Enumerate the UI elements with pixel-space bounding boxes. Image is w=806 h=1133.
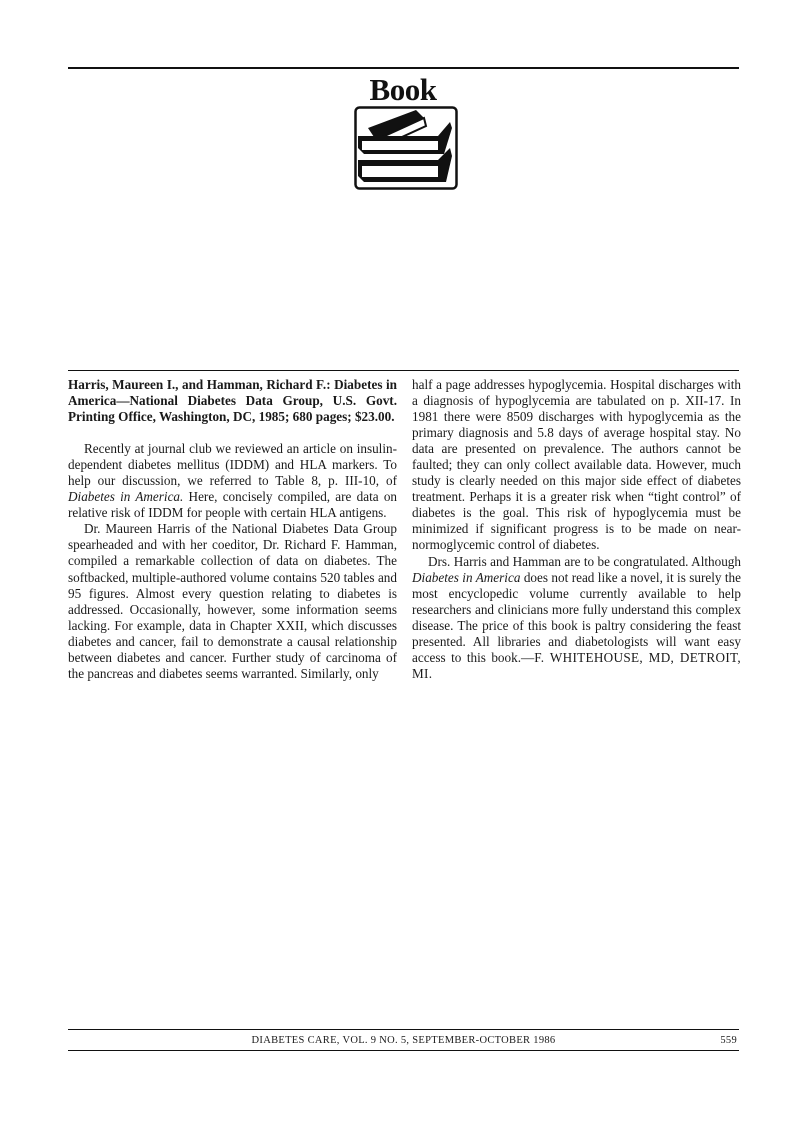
section-title: Book	[369, 72, 437, 107]
book-citation: Harris, Maureen I., and Hamman, Richard F.: Diabetes in America—National Diabetes Data Group, U.S. Govt. Printing Office, Washington, DC, 1985; 680 pages; $23.00.	[68, 377, 397, 425]
paragraph-3	[412, 554, 741, 682]
books-logo-icon	[354, 106, 458, 190]
section-rule	[68, 370, 739, 371]
paragraph-3-text-mid: does not read like a novel, it is surely the most encyclopedic volume currently available to help researchers and clinicians more fully understand this complex disease. The price of this book is paltry considering the feast presented. All libraries and diabetologists will want easy access to this book.—	[412, 569, 742, 665]
top-rule	[68, 67, 739, 69]
footer-rule-top	[68, 1029, 739, 1030]
journal-citation: DIABETES CARE, VOL. 9 NO. 5, SEPTEMBER-OCTOBER 1986	[251, 1035, 556, 1046]
right-column	[412, 377, 741, 682]
book-title-italic: Diabetes in America.	[68, 489, 184, 505]
book-title-italic-2: Diabetes in America	[412, 569, 521, 585]
paragraph-3-text: Drs. Harris and Hamman are to be congratulated. Although	[428, 553, 741, 569]
paragraph-1-text: Recently at journal club we reviewed an article on insulin-dependent diabetes mellitus (IDDM) and HLA markers. To help our discussion, we referred to Table 8, p. III-10, of	[68, 441, 397, 489]
page-number: 559	[720, 1035, 737, 1046]
reviewer-signature: F. WHITEHOUSE, MD, DETROIT, MI.	[412, 649, 741, 681]
footer-rule-bottom	[68, 1050, 739, 1051]
paragraph-1-text-end: Here, concisely compiled, are data on relative risk of IDDM for people with certain HLA antigens.	[68, 489, 398, 521]
paragraph-1	[68, 441, 397, 521]
paragraph-2-continued: half a page addresses hypoglycemia. Hospital discharges with a diagnosis of hypoglycemia are tabulated on p. XII-17. In 1981 there were 8509 discharges with hypoglycemia as the primary diagnosis and 5.8 days of average hospital stay. No data are presented on prevalence. The authors cannot be faulted; they can only collect available data. However, much study is clearly needed on this major side effect of diabetes treatment. Perhaps it is a greater risk when “tight control” of diabetes is the goal. This risk of hypoglycemia must be minimized if significant progress is to be made on near-normoglycemic control of diabetes.	[412, 377, 741, 553]
paragraph-2: Dr. Maureen Harris of the National Diabetes Data Group spearheaded and with her coeditor, Dr. Richard F. Hamman, compiled a remarkable collection of data on diabetes. The softbacked, multiple-authored volume contains 520 tables and 95 figures. Almost every question relating to diabetes is addressed. Occasionally, however, some information seems lacking. For example, data in Chapter XXII, which discusses diabetes and cancer, fail to demonstrate a causal relationship between diabetes and cancer. Further study of carcinoma of the pancreas and diabetes seems warranted. Similarly, only	[68, 521, 397, 681]
left-column	[68, 377, 397, 682]
